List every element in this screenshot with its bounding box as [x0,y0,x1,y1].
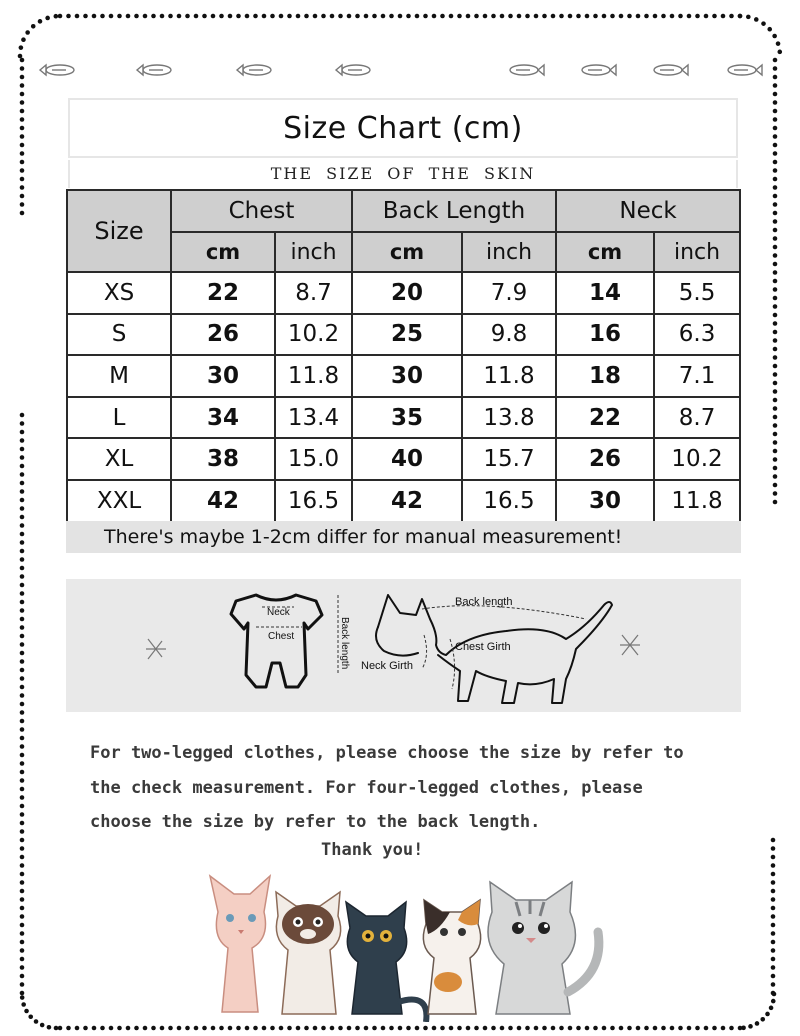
table-cell: 30 [171,355,275,397]
instruction-line: For two-legged clothes, please choose the size by refer to [90,743,684,763]
table-cell: 30 [352,355,462,397]
calico-cat-icon [423,900,480,1014]
table-cell: 16 [556,314,654,356]
diagram-back-length-vertical-label: Back length [339,617,350,670]
fish-icon [654,65,688,75]
size-instructions [90,736,690,840]
table-cell: 15.0 [275,438,352,480]
table-cell: 16.5 [275,480,352,522]
table-cell: 26 [171,314,275,356]
table-cell: 5.5 [654,272,740,314]
table-cell: 13.4 [275,397,352,439]
fish-icon [510,65,544,75]
title-box [68,98,738,158]
table-cell: 7.9 [462,272,556,314]
diagram-chest-girth-label: Chest Girth [455,641,511,653]
table-row [67,438,740,480]
table-cell: 11.8 [275,355,352,397]
table-cell: 6.3 [654,314,740,356]
size-column-header: Size [67,190,171,272]
fish-icon [237,65,271,75]
measurement-diagram-panel [66,579,741,712]
tabby-cat-icon [488,882,599,1014]
table-cell: 20 [352,272,462,314]
measurement-note: There's maybe 1-2cm differ for manual measurement! [66,521,741,553]
table-cell: 38 [171,438,275,480]
unit-header: inch [275,232,352,272]
arrow-right-icon [620,635,640,655]
fish-icon [582,65,616,75]
table-cell: 16.5 [462,480,556,522]
table-row [67,314,740,356]
diagram-neck-label: Neck [267,607,290,618]
table-cell: 15.7 [462,438,556,480]
unit-header: inch [654,232,740,272]
table-cell: 11.8 [654,480,740,522]
black-cat-icon [346,902,426,1022]
diagram-back-length-label: Back length [455,596,513,608]
page-title: Size Chart (cm) [283,110,523,146]
arrow-left-icon [146,639,166,659]
table-cell: 8.7 [275,272,352,314]
chest-group-header: Chest [171,190,352,232]
instruction-line: choose the size by refer to the back length. [90,812,541,832]
table-cell: 42 [352,480,462,522]
measurement-diagram [66,579,741,712]
thank-you-text: Thank you! [321,840,424,860]
fish-row-decoration [0,58,800,82]
fish-icon [336,65,370,75]
unit-header: cm [556,232,654,272]
size-cell: XXL [67,480,171,522]
table-cell: 40 [352,438,462,480]
fish-icon [728,65,762,75]
table-cell: 22 [171,272,275,314]
unit-header: inch [462,232,556,272]
table-row [67,355,740,397]
size-table [66,189,741,523]
table-cell: 11.8 [462,355,556,397]
table-cell: 9.8 [462,314,556,356]
cats-illustration [200,872,610,1022]
diagram-neck-girth-label: Neck Girth [361,660,413,672]
table-row [67,480,740,522]
size-cell: M [67,355,171,397]
table-cell: 30 [556,480,654,522]
neck-group-header: Neck [556,190,740,232]
table-cell: 26 [556,438,654,480]
table-cell: 13.8 [462,397,556,439]
table-cell: 8.7 [654,397,740,439]
instruction-line: the check measurement. For four-legged clothes, please [90,777,643,798]
table-cell: 7.1 [654,355,740,397]
table-cell: 42 [171,480,275,522]
table-cell: 25 [352,314,462,356]
back-length-group-header: Back Length [352,190,556,232]
table-cell: 35 [352,397,462,439]
table-cell: 18 [556,355,654,397]
unit-header: cm [171,232,275,272]
siamese-cat-icon [276,892,341,1014]
size-cell: XS [67,272,171,314]
table-cell: 22 [556,397,654,439]
table-row [67,272,740,314]
fish-icon [40,65,74,75]
table-cell: 10.2 [654,438,740,480]
size-cell: XL [67,438,171,480]
size-cell: L [67,397,171,439]
table-cell: 34 [171,397,275,439]
page-subtitle: THE SIZE OF THE SKIN [68,160,738,188]
sphynx-cat-icon [210,876,270,1012]
size-cell: S [67,314,171,356]
table-row [67,397,740,439]
table-cell: 10.2 [275,314,352,356]
table-cell: 14 [556,272,654,314]
diagram-chest-label: Chest [268,631,295,642]
fish-icon [137,65,171,75]
unit-header: cm [352,232,462,272]
